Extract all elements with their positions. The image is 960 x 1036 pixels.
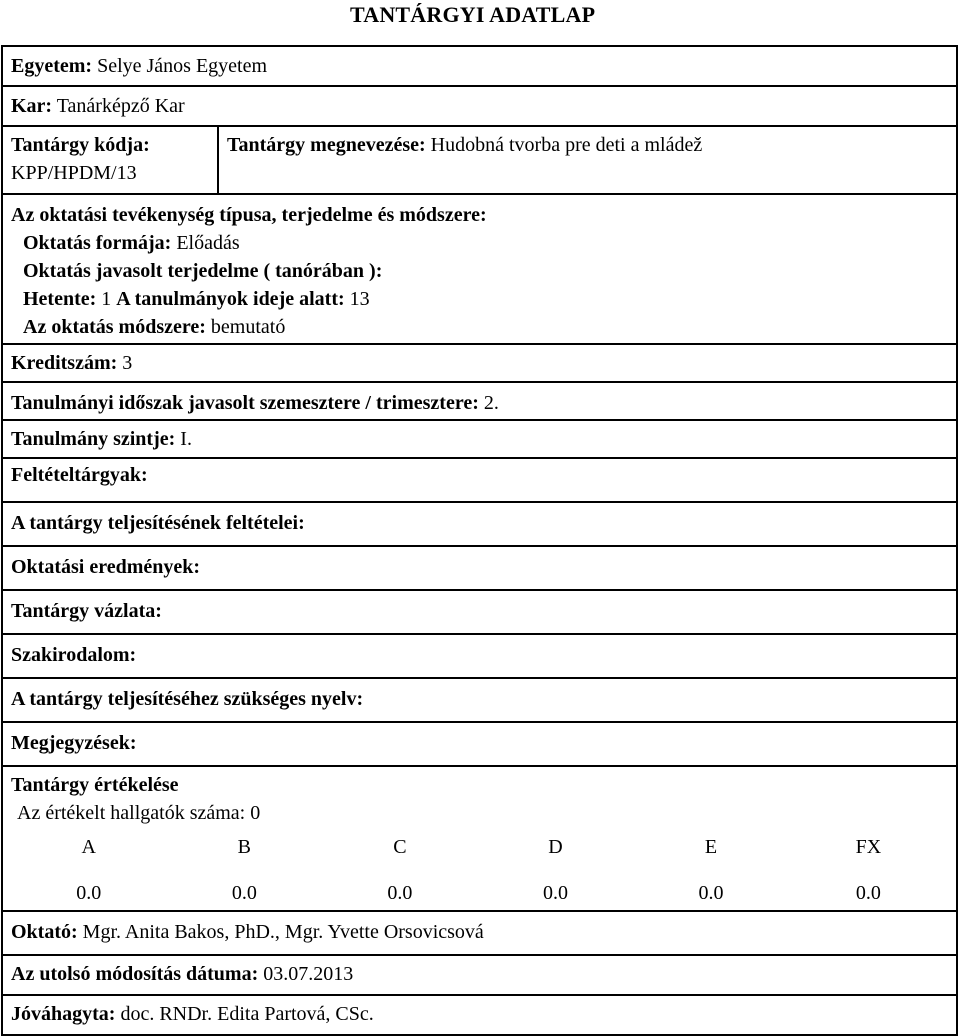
- level-label: Tanulmány szintje:: [11, 428, 176, 450]
- activity-hours-line: [11, 285, 948, 313]
- university-row: [2, 46, 957, 86]
- evaluated-count-line: [11, 799, 948, 827]
- activity-form-label: Oktatás formája:: [23, 232, 172, 254]
- grade-header: C: [393, 836, 407, 858]
- language-label: A tantárgy teljesítéséhez szükséges nyelv:: [11, 688, 364, 710]
- notes-row: [2, 722, 957, 766]
- requirements-row: [2, 502, 957, 546]
- last-modified-label: Az utolsó módosítás dátuma:: [11, 963, 259, 985]
- notes-label: Megjegyzések:: [11, 732, 137, 754]
- course-name-value: Hudobná tvorba pre deti a mládež: [430, 134, 703, 156]
- evaluated-count-label: Az értékelt hallgatók száma:: [17, 802, 246, 824]
- credits-row: [2, 344, 957, 382]
- course-code-value: KPP/HPDM/13: [11, 162, 137, 184]
- faculty-label: Kar:: [11, 95, 53, 117]
- outcomes-row: [2, 546, 957, 590]
- grade-value: 0.0: [698, 882, 724, 904]
- grade-value: 0.0: [231, 882, 257, 904]
- weekly-value: 1: [101, 288, 112, 310]
- evaluation-cell: [2, 766, 957, 911]
- university-value: Selye János Egyetem: [97, 55, 268, 77]
- instructor-label: Oktató:: [11, 921, 78, 943]
- activity-form-line: [11, 229, 948, 257]
- grade-header: FX: [855, 836, 882, 858]
- semester-row: [2, 382, 957, 420]
- requirements-label: A tantárgy teljesítésének feltételei:: [11, 512, 305, 534]
- last-modified-row: [2, 955, 957, 995]
- outcomes-label: Oktatási eredmények:: [11, 556, 201, 578]
- activity-scope-label: Oktatás javasolt terjedelme ( tanórában ):: [23, 260, 383, 282]
- grade-value: 0.0: [855, 882, 881, 904]
- credits-value: 3: [122, 352, 133, 374]
- literature-row: [2, 634, 957, 678]
- approved-row: [2, 995, 957, 1035]
- course-data-sheet: [1, 45, 958, 1036]
- university-label: Egyetem:: [11, 55, 93, 77]
- method-label: Az oktatás módszere:: [23, 316, 206, 338]
- faculty-value: Tanárképző Kar: [56, 95, 185, 117]
- last-modified-value: 03.07.2013: [263, 963, 354, 985]
- literature-label: Szakirodalom:: [11, 644, 137, 666]
- activity-cell: [2, 194, 957, 344]
- grade-distribution-table: [11, 833, 948, 907]
- prerequisites-row: [2, 458, 957, 502]
- outline-label: Tantárgy vázlata:: [11, 600, 162, 622]
- approved-label: Jóváhagyta:: [11, 1003, 116, 1025]
- evaluation-heading: Tantárgy értékelése: [11, 774, 179, 796]
- grade-value: 0.0: [76, 882, 102, 904]
- course-code-label: Tantárgy kódja:: [11, 134, 150, 156]
- weekly-label: Hetente:: [23, 288, 97, 310]
- prerequisites-label: Feltételtárgyak:: [11, 464, 148, 486]
- instructor-row: [2, 911, 957, 955]
- method-value: bemutató: [210, 316, 286, 338]
- grade-value: 0.0: [542, 882, 568, 904]
- credits-label: Kreditszám:: [11, 352, 118, 374]
- instructor-value: Mgr. Anita Bakos, PhD., Mgr. Yvette Orsovicsová: [82, 921, 484, 943]
- grade-value: 0.0: [387, 882, 413, 904]
- semester-value: 2.: [483, 392, 499, 414]
- grade-header: A: [81, 836, 96, 858]
- page-title: TANTÁRGYI ADATLAP: [350, 2, 596, 27]
- course-name-cell: [218, 126, 957, 194]
- total-value: 13: [349, 288, 370, 310]
- activity-form-value: Előadás: [176, 232, 240, 254]
- activity-method-line: [11, 313, 948, 341]
- semester-label: Tanulmányi időszak javasolt szemesztere / trimesztere:: [11, 392, 479, 414]
- grade-header: E: [704, 836, 718, 858]
- activity-heading: Az oktatási tevékenység típusa, terjedelme és módszere:: [11, 204, 487, 226]
- faculty-row: [2, 86, 957, 126]
- total-label: A tanulmányok ideje alatt:: [116, 288, 345, 310]
- course-name-label: Tantárgy megnevezése:: [227, 134, 426, 156]
- evaluated-count-value: 0: [250, 802, 261, 824]
- level-row: [2, 420, 957, 458]
- grade-header: B: [237, 836, 252, 858]
- grade-header: D: [548, 836, 563, 858]
- approved-value: doc. RNDr. Edita Partová, CSc.: [120, 1003, 374, 1025]
- language-row: [2, 678, 957, 722]
- outline-row: [2, 590, 957, 634]
- course-code-cell: [2, 126, 218, 194]
- level-value: I.: [180, 428, 192, 450]
